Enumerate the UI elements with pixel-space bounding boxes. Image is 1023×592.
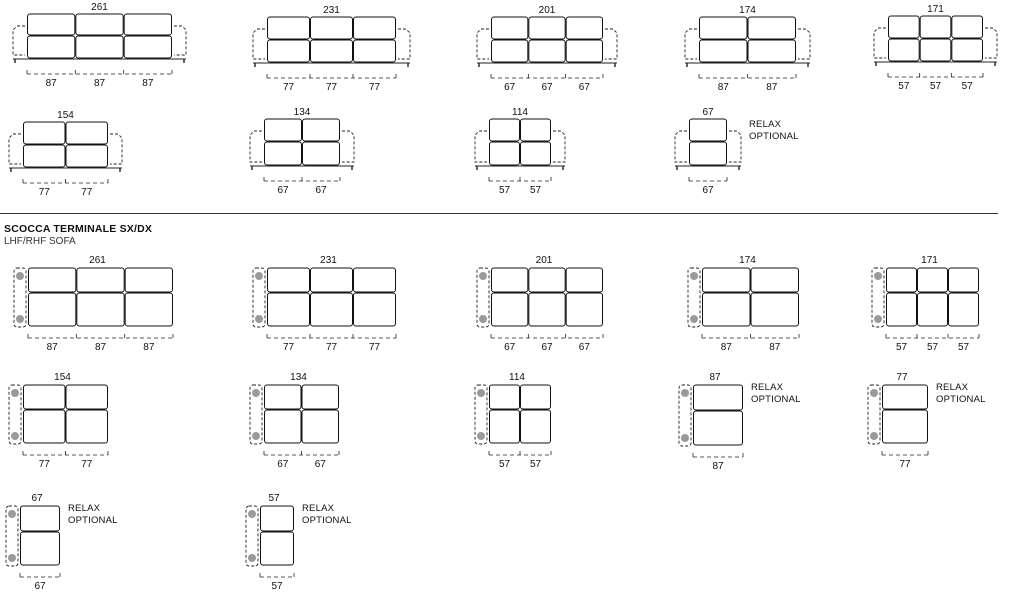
seat-width-label: 57 xyxy=(271,581,283,592)
left-arm-outline xyxy=(874,28,886,58)
seat-cushion xyxy=(566,40,602,62)
seat-cushion xyxy=(529,40,565,62)
backrest-cushion xyxy=(354,17,396,39)
left-arm-outline xyxy=(9,134,21,164)
backrest-cushion xyxy=(952,16,983,38)
left-arm-outline xyxy=(250,131,262,162)
overall-width-label: 87 xyxy=(709,372,721,383)
right-arm-outline xyxy=(798,29,810,59)
seat-cushion xyxy=(354,293,396,326)
seat-width-label: 77 xyxy=(38,459,50,470)
seat-width-label: 57 xyxy=(957,342,970,353)
pivot-dot xyxy=(477,432,485,440)
right-arm-outline xyxy=(342,131,354,162)
backrest-cushion xyxy=(125,268,172,292)
seat-width-label: 87 xyxy=(769,342,781,353)
backrest-cushion xyxy=(24,385,66,409)
backrest-cushion xyxy=(303,119,340,141)
backrest-cushion xyxy=(566,17,602,39)
seat-cushion xyxy=(66,410,108,443)
seat-cushion xyxy=(700,40,748,62)
backrest-cushion xyxy=(77,268,124,292)
pivot-dot xyxy=(479,315,487,323)
seat-width-label: 67 xyxy=(277,185,289,196)
seat-cushion xyxy=(268,293,310,326)
seat-cushion xyxy=(268,40,310,62)
right-arm-outline xyxy=(605,29,617,59)
backrest-cushion xyxy=(883,385,928,409)
backrest-cushion xyxy=(949,268,979,292)
section-subtitle: LHF/RHF SOFA xyxy=(4,236,76,247)
seat-width-label: 87 xyxy=(717,82,729,93)
seat-cushion xyxy=(76,36,123,58)
seat-cushion xyxy=(21,532,60,565)
overall-width-label: 114 xyxy=(509,372,525,383)
seat-width-label: 67 xyxy=(504,82,516,93)
left-arm-outline xyxy=(475,131,487,162)
seat-cushion xyxy=(492,293,528,326)
overall-width-label: 134 xyxy=(290,372,307,383)
pivot-dot xyxy=(248,510,256,518)
seat-cushion xyxy=(918,293,948,326)
backrest-cushion xyxy=(490,385,520,409)
backrest-cushion xyxy=(28,14,75,35)
seat-cushion xyxy=(24,410,66,443)
seat-cushion xyxy=(125,293,172,326)
right-arm-outline xyxy=(553,131,565,162)
overall-width-label: 201 xyxy=(535,255,553,266)
relax-optional-note: RELAX OPTIONAL xyxy=(68,503,118,526)
seat-width-label: 87 xyxy=(766,82,778,93)
backrest-cushion xyxy=(124,14,171,35)
seat-cushion xyxy=(490,142,520,165)
seat-cushion xyxy=(492,40,528,62)
left-arm-outline xyxy=(675,131,687,162)
seat-width-label: 67 xyxy=(541,342,553,353)
backrest-cushion xyxy=(302,385,339,409)
backrest-cushion xyxy=(265,385,302,409)
backrest-cushion xyxy=(66,385,108,409)
seat-width-label: 77 xyxy=(282,342,295,353)
pivot-dot xyxy=(16,315,24,323)
overall-width-label: 77 xyxy=(896,372,908,383)
seat-cushion xyxy=(952,39,983,61)
overall-width-label: 171 xyxy=(921,255,938,266)
seat-width-label: 77 xyxy=(81,187,93,198)
pivot-dot xyxy=(681,389,689,397)
backrest-cushion xyxy=(311,268,353,292)
seat-cushion xyxy=(949,293,979,326)
backrest-cushion xyxy=(694,385,743,410)
seat-cushion xyxy=(694,411,743,445)
section-title: SCOCCA TERMINALE SX/DX xyxy=(4,223,153,235)
backrest-cushion xyxy=(690,119,727,141)
seat-cushion xyxy=(883,410,928,443)
right-arm-outline xyxy=(729,131,741,162)
seat-width-label: 57 xyxy=(498,185,511,196)
pivot-dot xyxy=(479,272,487,280)
seat-width-label: 77 xyxy=(81,459,93,470)
seat-width-label: 57 xyxy=(529,185,542,196)
seat-cushion xyxy=(303,142,340,165)
overall-width-label: 261 xyxy=(91,2,108,13)
right-arm-outline xyxy=(174,26,186,55)
backrest-cushion xyxy=(700,17,748,39)
seat-width-label: 57 xyxy=(926,342,939,353)
pivot-dot xyxy=(252,389,260,397)
backrest-cushion xyxy=(920,16,951,38)
seat-cushion xyxy=(311,40,353,62)
overall-width-label: 171 xyxy=(927,4,944,15)
seat-width-label: 67 xyxy=(504,342,516,353)
backrest-cushion xyxy=(29,268,76,292)
overall-width-label: 261 xyxy=(89,255,106,266)
pivot-dot xyxy=(690,272,698,280)
seat-width-label: 67 xyxy=(277,459,289,470)
backrest-cushion xyxy=(889,16,920,38)
backrest-cushion xyxy=(918,268,948,292)
seat-width-label: 57 xyxy=(961,81,973,92)
seat-cushion xyxy=(521,142,551,165)
seat-width-label: 57 xyxy=(529,459,542,470)
overall-width-label: 154 xyxy=(57,110,74,121)
seat-cushion xyxy=(751,293,799,326)
pivot-dot xyxy=(248,554,256,562)
backrest-cushion xyxy=(268,17,310,39)
seat-width-label: 87 xyxy=(720,342,732,353)
pivot-dot xyxy=(255,272,263,280)
overall-width-label: 57 xyxy=(268,493,280,504)
overall-width-label: 114 xyxy=(512,107,528,118)
seat-cushion xyxy=(311,293,353,326)
section-divider xyxy=(0,213,998,214)
seat-width-label: 87 xyxy=(143,342,155,353)
backrest-cushion xyxy=(261,506,294,531)
left-arm-outline xyxy=(477,29,489,59)
seat-cushion xyxy=(889,39,920,61)
seat-cushion xyxy=(265,410,302,443)
backrest-cushion xyxy=(76,14,123,35)
overall-width-label: 67 xyxy=(31,493,43,504)
seat-cushion xyxy=(24,145,66,167)
seat-width-label: 77 xyxy=(325,342,338,353)
left-arm-outline xyxy=(253,29,265,59)
pivot-dot xyxy=(8,510,16,518)
seat-width-label: 77 xyxy=(368,342,381,353)
seat-width-label: 57 xyxy=(929,81,942,92)
seat-cushion xyxy=(354,40,396,62)
seat-cushion xyxy=(703,293,751,326)
seat-width-label: 67 xyxy=(541,82,553,93)
pivot-dot xyxy=(11,432,19,440)
overall-width-label: 174 xyxy=(739,255,756,266)
left-arm-outline xyxy=(685,29,697,59)
seat-width-label: 57 xyxy=(498,459,511,470)
pivot-dot xyxy=(874,315,882,323)
seat-width-label: 77 xyxy=(368,82,381,93)
seat-cushion xyxy=(124,36,171,58)
seat-cushion xyxy=(29,293,76,326)
backrest-cushion xyxy=(492,17,528,39)
pivot-dot xyxy=(255,315,263,323)
seat-cushion xyxy=(261,532,294,565)
backrest-cushion xyxy=(311,17,353,39)
seat-width-label: 77 xyxy=(325,82,338,93)
seat-width-label: 87 xyxy=(712,461,724,472)
pivot-dot xyxy=(870,432,878,440)
seat-cushion xyxy=(66,145,108,167)
pivot-dot xyxy=(681,434,689,442)
seat-width-label: 87 xyxy=(142,78,154,89)
seat-width-label: 57 xyxy=(895,342,908,353)
seat-cushion xyxy=(77,293,124,326)
seat-width-label: 67 xyxy=(578,82,590,93)
overall-width-label: 231 xyxy=(323,5,340,16)
overall-width-label: 134 xyxy=(293,107,311,118)
relax-optional-note: RELAX OPTIONAL xyxy=(936,382,986,405)
seat-cushion xyxy=(521,410,551,443)
seat-cushion xyxy=(920,39,951,61)
seat-width-label: 87 xyxy=(46,342,58,353)
backrest-cushion xyxy=(703,268,751,292)
backrest-cushion xyxy=(566,268,602,292)
pivot-dot xyxy=(477,389,485,397)
pivot-dot xyxy=(16,272,24,280)
backrest-cushion xyxy=(529,17,565,39)
relax-optional-note: RELAX OPTIONAL xyxy=(749,119,799,142)
pivot-dot xyxy=(11,389,19,397)
backrest-cushion xyxy=(21,506,60,531)
overall-width-label: 231 xyxy=(320,255,337,266)
seat-width-label: 67 xyxy=(702,185,714,196)
right-arm-outline xyxy=(110,134,122,164)
backrest-cushion xyxy=(354,268,396,292)
backrest-cushion xyxy=(529,268,565,292)
left-arm-outline xyxy=(13,26,25,55)
backrest-cushion xyxy=(265,119,302,141)
seat-cushion xyxy=(490,410,520,443)
seat-width-label: 87 xyxy=(93,78,106,89)
pivot-dot xyxy=(870,389,878,397)
seat-cushion xyxy=(265,142,302,165)
seat-width-label: 57 xyxy=(898,81,910,92)
seat-cushion xyxy=(887,293,917,326)
backrest-cushion xyxy=(887,268,917,292)
right-arm-outline xyxy=(398,29,410,59)
relax-optional-note: RELAX OPTIONAL xyxy=(751,382,801,405)
backrest-cushion xyxy=(751,268,799,292)
overall-width-label: 154 xyxy=(54,372,71,383)
seat-width-label: 77 xyxy=(282,82,295,93)
backrest-cushion xyxy=(521,385,551,409)
seat-width-label: 77 xyxy=(38,187,50,198)
seat-width-label: 87 xyxy=(94,342,107,353)
overall-width-label: 201 xyxy=(538,5,556,16)
backrest-cushion xyxy=(490,119,520,141)
seat-width-label: 67 xyxy=(34,581,46,592)
right-arm-outline xyxy=(985,28,997,58)
backrest-cushion xyxy=(24,122,66,144)
seat-cushion xyxy=(690,142,727,165)
seat-cushion xyxy=(529,293,565,326)
seat-cushion xyxy=(748,40,796,62)
pivot-dot xyxy=(8,554,16,562)
seat-width-label: 67 xyxy=(578,342,590,353)
seat-cushion xyxy=(302,410,339,443)
seat-width-label: 67 xyxy=(314,459,326,470)
backrest-cushion xyxy=(492,268,528,292)
overall-width-label: 67 xyxy=(702,107,714,118)
seat-width-label: 67 xyxy=(315,185,327,196)
seat-cushion xyxy=(28,36,75,58)
relax-optional-note: RELAX OPTIONAL xyxy=(302,503,352,526)
backrest-cushion xyxy=(268,268,310,292)
backrest-cushion xyxy=(748,17,796,39)
seat-cushion xyxy=(566,293,602,326)
pivot-dot xyxy=(874,272,882,280)
backrest-cushion xyxy=(66,122,108,144)
seat-width-label: 87 xyxy=(45,78,57,89)
backrest-cushion xyxy=(521,119,551,141)
seat-width-label: 77 xyxy=(899,459,911,470)
overall-width-label: 174 xyxy=(739,5,756,16)
pivot-dot xyxy=(252,432,260,440)
pivot-dot xyxy=(690,315,698,323)
